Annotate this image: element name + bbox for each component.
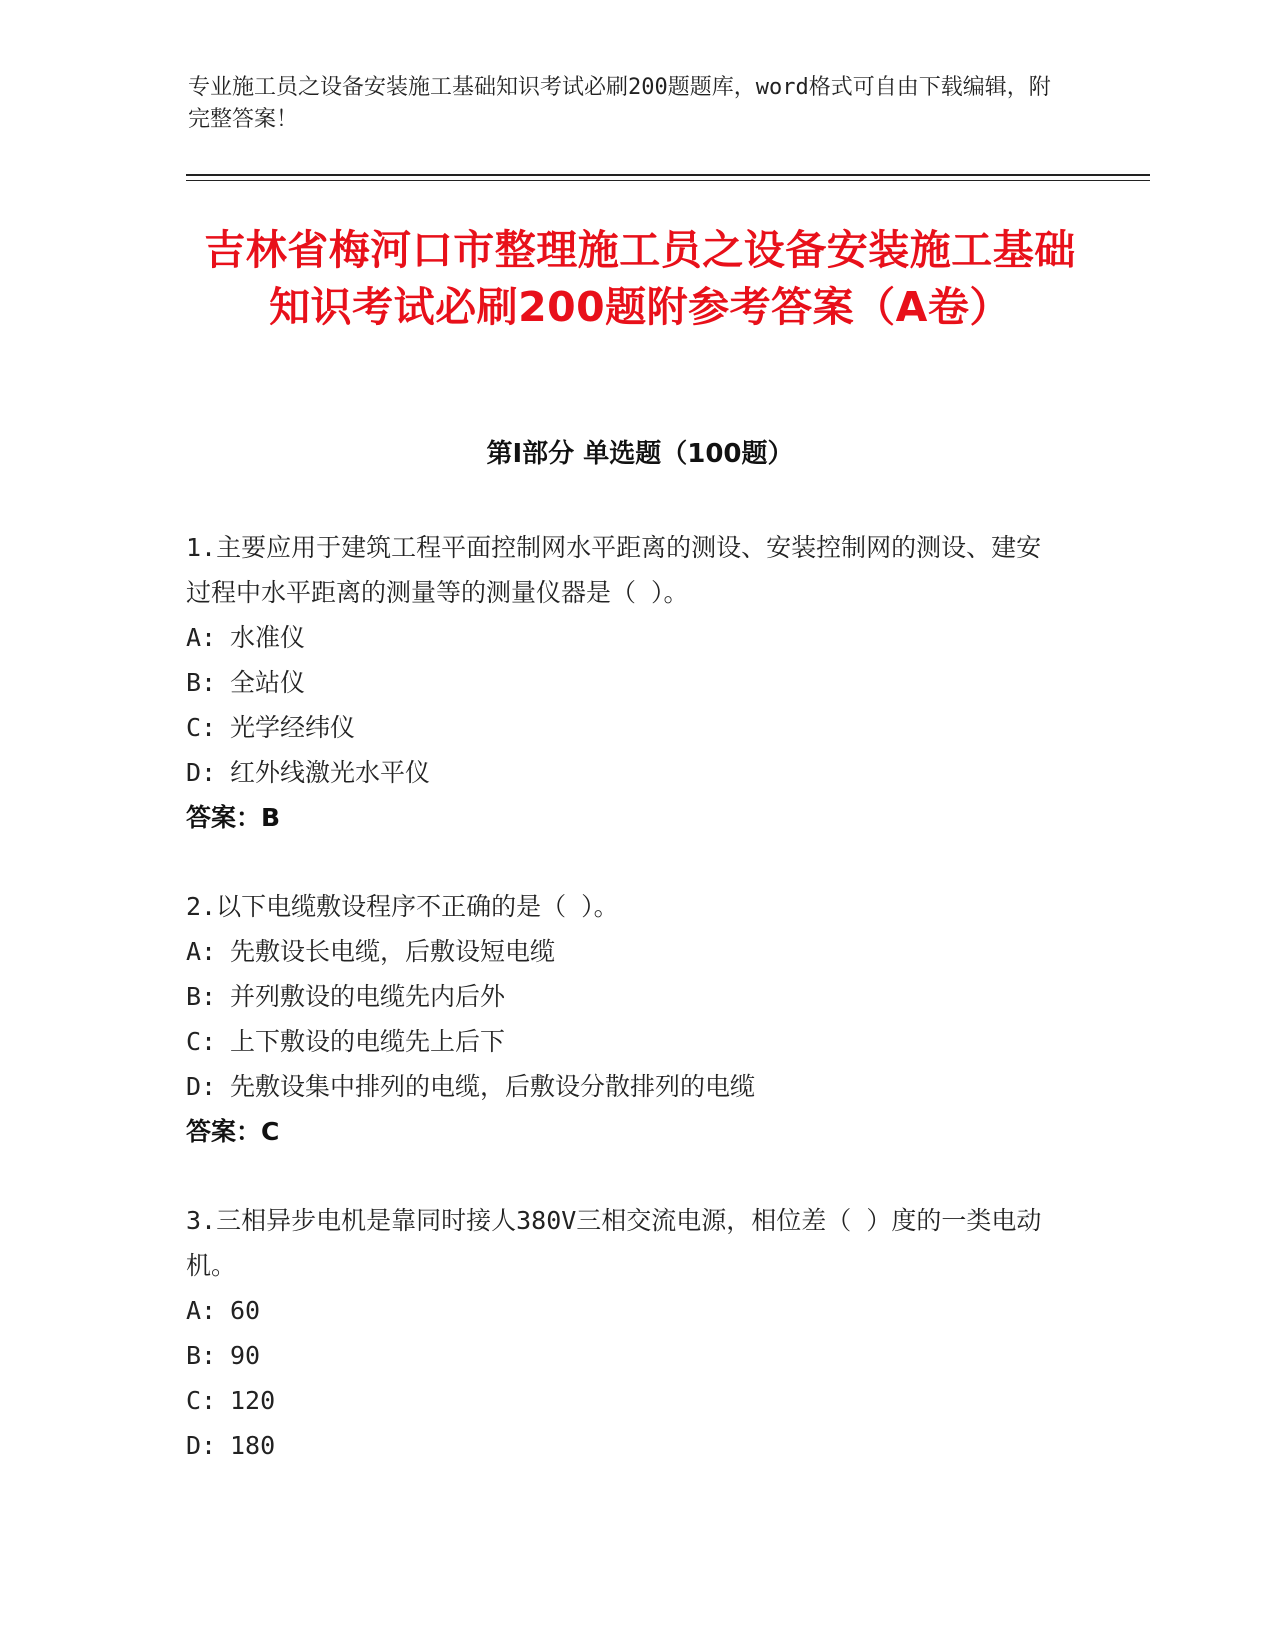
option-c (186, 1378, 1066, 1423)
question-2 (186, 884, 1066, 1154)
option-d (186, 1423, 1066, 1468)
option-key: A: (186, 937, 217, 966)
option-text: 90 (230, 1341, 261, 1370)
option-key: C: (186, 1386, 217, 1415)
option-text: 60 (230, 1296, 261, 1325)
section-title: 第Ⅰ部分 单选题（100题） (486, 439, 794, 469)
option-c (186, 705, 1066, 750)
question-3 (186, 1198, 1066, 1468)
option-text: 先敷设长电缆，后敷设短电缆 (230, 937, 556, 966)
option-key: D: (186, 1072, 217, 1101)
question-stem: 3.三相异步电机是靠同时接人380V三相交流电源，相位差（ ）度的一类电动机。 (186, 1206, 1042, 1280)
option-key: A: (186, 1296, 217, 1325)
option-key: D: (186, 758, 217, 787)
option-a (186, 615, 1066, 660)
question-stem: 2.以下电缆敷设程序不正确的是（ ）。 (186, 892, 619, 921)
question-1 (186, 525, 1066, 840)
question-list (186, 525, 1066, 1512)
option-b (186, 1333, 1066, 1378)
document-title: 吉林省梅河口市整理施工员之设备安装施工基础知识考试必刷200题附参考答案（A卷） (204, 226, 1076, 331)
header-rule-thin (186, 180, 1150, 181)
option-key: A: (186, 623, 217, 652)
answer-label: 答案：C (186, 1117, 280, 1146)
option-text: 120 (230, 1386, 276, 1415)
header-rule-thick (186, 174, 1150, 176)
option-key: B: (186, 1341, 217, 1370)
option-key: B: (186, 668, 217, 697)
option-text: 180 (230, 1431, 276, 1460)
option-d (186, 1064, 1066, 1109)
option-a (186, 1288, 1066, 1333)
answer-label: 答案：B (186, 803, 281, 832)
header-note: 专业施工员之设备安装施工基础知识考试必刷200题题库，word格式可自由下载编辑，附完整答案！ (188, 75, 1051, 132)
option-key: C: (186, 1027, 217, 1056)
option-text: 红外线激光水平仪 (230, 758, 431, 787)
option-text: 上下敷设的电缆先上后下 (230, 1027, 506, 1056)
option-text: 先敷设集中排列的电缆，后敷设分散排列的电缆 (230, 1072, 756, 1101)
option-text: 并列敷设的电缆先内后外 (230, 982, 506, 1011)
option-d (186, 750, 1066, 795)
option-text: 全站仪 (230, 668, 306, 697)
option-c (186, 1019, 1066, 1064)
option-text: 光学经纬仪 (230, 713, 356, 742)
option-a (186, 929, 1066, 974)
question-stem: 1.主要应用于建筑工程平面控制网水平距离的测设、安装控制网的测设、建安过程中水平距离的测量等的测量仪器是（ ）。 (186, 533, 1042, 607)
option-b (186, 974, 1066, 1019)
option-key: C: (186, 713, 217, 742)
option-text: 水准仪 (230, 623, 306, 652)
option-key: B: (186, 982, 217, 1011)
option-key: D: (186, 1431, 217, 1460)
option-b (186, 660, 1066, 705)
